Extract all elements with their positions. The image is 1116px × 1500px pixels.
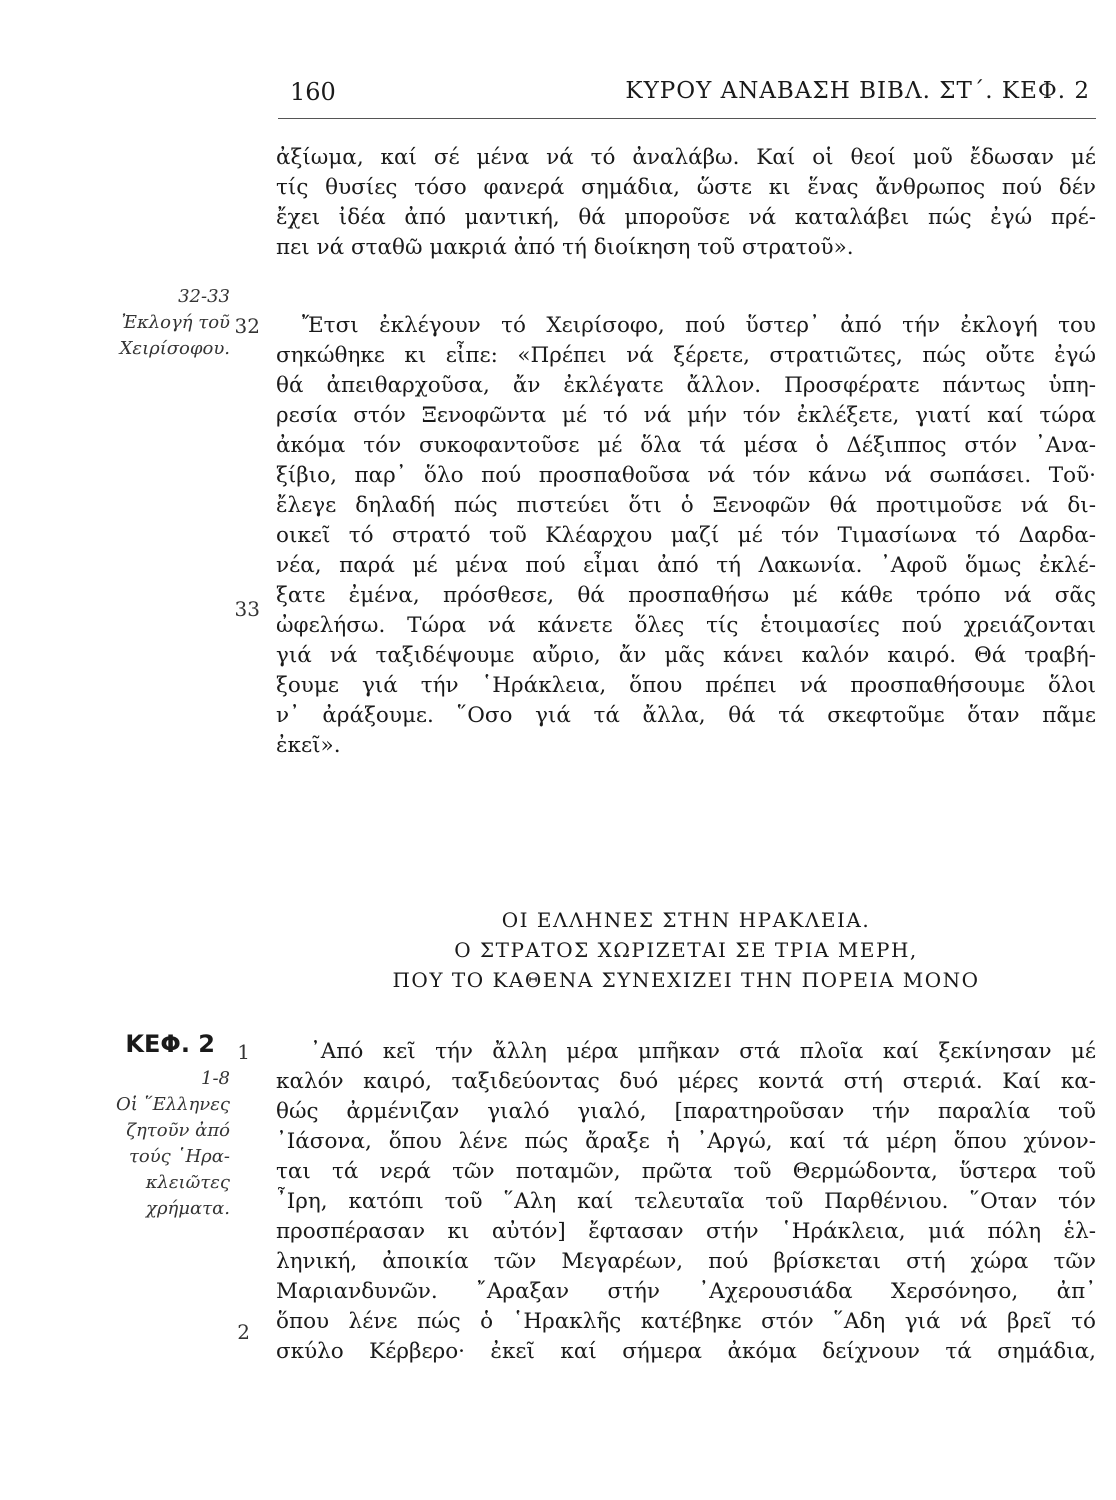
- heading-line: Ο ΣΤΡΑΤΟΣ ΧΩΡΙΖΕΤΑΙ ΣΕ ΤΡΙΑ ΜΕΡΗ,: [454, 938, 918, 962]
- text-line: ὠφελήσω. Τώρα νά κάνετε ὅλες τίς ἑτοιμασίες πού χρειάζονται: [276, 613, 1096, 638]
- section-number-33: 33: [234, 597, 260, 621]
- margin-note-line: ζητοῦν ἀπό: [126, 1120, 230, 1141]
- text-line: Μαριανδυνῶν. ῎Αραξαν στήν ᾿Αχερουσιάδα Χερσόνησο, ἀπ᾿: [276, 1279, 1096, 1304]
- text-line: ἔχει ἰδέα ἀπό μαντική, θά μποροῦσε νά καταλάβει πώς ἐγώ πρέ-: [276, 205, 1096, 230]
- text-line: προσπέρασαν κι αὐτόν] ἔφτασαν στήν ῾Ηράκλεια, μιά πόλη ἑλ-: [276, 1219, 1096, 1244]
- margin-title-line: Χειρίσοφου.: [119, 338, 230, 359]
- text-line: ὅπου λένε πώς ὁ ῾Ηρακλῆς κατέβηκε στόν ῞Αδη γιά νά βρεῖ τό: [276, 1309, 1096, 1334]
- text-line: θώς ἀρμένιζαν γιαλό γιαλό, [παρατηροῦσαν τήν παραλία τοῦ: [276, 1099, 1096, 1124]
- text-line: πει νά σταθῶ μακριά ἀπό τή διοίκηση τοῦ στρατοῦ».: [276, 235, 854, 260]
- text-line: ξατε ἐμένα, πρόσθεσε, θά προσπαθήσω μέ κάθε τρόπο νά σᾶς: [276, 583, 1096, 608]
- header-rule: [278, 118, 1096, 119]
- chapter-label: ΚΕΦ. 2: [125, 1030, 215, 1058]
- heading-line: ΠΟΥ ΤΟ ΚΑΘΕΝΑ ΣΥΝΕΧΙΖΕΙ ΤΗΝ ΠΟΡΕΙΑ ΜΟΝΟ: [392, 968, 980, 992]
- text-line: σκύλο Κέρβερο· ἐκεῖ καί σήμερα ἀκόμα δείχνουν τά σημάδια,: [276, 1339, 1096, 1364]
- paragraph-continuation: [276, 143, 1096, 263]
- text-line: γιά νά ταξιδέψουμε αὔριο, ἄν μᾶς κάνει καλόν καιρό. Θά τραβή-: [276, 643, 1096, 668]
- margin-note-chapter: [60, 1066, 230, 1222]
- text-line: ᾿Από κεῖ τήν ἄλλη μέρα μπῆκαν στά πλοῖα καί ξεκίνησαν μέ: [310, 1039, 1096, 1064]
- section-number-32: 32: [234, 314, 260, 338]
- text-line: ῏Ιρη, κατόπι τοῦ ῞Αλη καί τελευταῖα τοῦ Παρθένιου. ῞Οταν τόν: [276, 1189, 1096, 1214]
- running-head: ΚΥΡΟΥ ΑΝΑΒΑΣΗ ΒΙΒΛ. ΣΤ΄. ΚΕΦ. 2: [625, 78, 1090, 104]
- section-number-2: 2: [237, 1320, 250, 1344]
- paragraph-heraclea: [276, 1037, 1096, 1367]
- text-line: ρεσία στόν Ξενοφῶντα μέ τό νά μήν τόν ἐκλέξετε, γιατί καί τώρα: [276, 403, 1096, 428]
- margin-note-line: κλειῶτες: [145, 1172, 230, 1193]
- text-line: ἐκεῖ».: [276, 733, 341, 758]
- text-line: τίς θυσίες τόσο φανερά σημάδια, ὥστε κι ἕνας ἄνθρωπος πού δέν: [276, 175, 1096, 200]
- text-line: ληνική, ἀποικία τῶν Μεγαρέων, πού βρίσκεται στή χώρα τῶν: [276, 1249, 1096, 1274]
- text-line: καλόν καιρό, ταξιδεύοντας δυό μέρες κοντά στή στεριά. Καί κα-: [276, 1069, 1096, 1094]
- margin-range: 32-33: [178, 286, 230, 307]
- text-line: ἀξίωμα, καί σέ μένα νά τό ἀναλάβω. Καί οἱ θεοί μοῦ ἔδωσαν μέ: [276, 145, 1096, 170]
- text-line: σηκώθηκε κι εἶπε: «Πρέπει νά ξέρετε, στρατιῶτες, πώς οὔτε ἐγώ: [276, 343, 1096, 368]
- text-line: ν᾿ ἀράξουμε. ῞Οσο γιά τά ἄλλα, θά τά σκεφτοῦμε ὅταν πᾶμε: [276, 703, 1096, 728]
- text-line: ᾿Ιάσονα, ὅπου λένε πώς ἄραξε ἡ ᾿Αργώ, καί τά μέρη ὅπου χύνον-: [276, 1129, 1096, 1154]
- margin-note-line: τούς ῾Ηρα-: [128, 1146, 230, 1167]
- margin-title-line: Ἐκλογή τοῦ: [121, 312, 230, 333]
- text-line: νέα, παρά μέ μένα πού εἶμαι ἀπό τή Λακωνία. ᾿Αφοῦ ὅμως ἐκλέ-: [276, 553, 1096, 578]
- paragraph-chirisophus: [276, 311, 1096, 761]
- text-line: ξουμε γιά τήν ῾Ηράκλεια, ὅπου πρέπει νά προσπαθήσουμε ὅλοι: [276, 673, 1096, 698]
- text-line: οικεῖ τό στρατό τοῦ Κλέαρχου μαζί μέ τόν Τιμασίωνα τό Δαρδα-: [276, 523, 1096, 548]
- section-heading: [276, 905, 1096, 995]
- margin-note-line: Οἱ ῞Ελληνες: [116, 1094, 230, 1115]
- margin-note-election: [60, 284, 230, 362]
- text-line: Ἔτσι ἐκλέγουν τό Χειρίσοφο, πού ὕστερ᾿ ἀπό τήν ἐκλογή του: [302, 313, 1096, 338]
- margin-range: 1-8: [201, 1068, 230, 1089]
- text-line: ἀκόμα τόν συκοφαντοῦσε μέ ὅλα τά μέσα ὁ Δέξιππος στόν ᾿Ανα-: [276, 433, 1096, 458]
- page-header: [290, 78, 1090, 112]
- text-line: ξίβιο, παρ᾿ ὅλο πού προσπαθοῦσα νά τόν κάνω νά σωπάσει. Τοῦ·: [276, 463, 1096, 488]
- margin-note-line: χρήματα.: [146, 1198, 230, 1219]
- section-number-1: 1: [237, 1040, 250, 1064]
- text-line: ἔλεγε δηλαδή πώς πιστεύει ὅτι ὁ Ξενοφῶν θά προτιμοῦσε νά δι-: [276, 493, 1096, 518]
- heading-line: ΟΙ ΕΛΛΗΝΕΣ ΣΤΗΝ ΗΡΑΚΛΕΙΑ.: [501, 908, 871, 932]
- text-line: θά ἀπειθαρχοῦσα, ἄν ἐκλέγατε ἄλλον. Προσφέρατε πάντως ὑπη-: [276, 373, 1096, 398]
- page-number: 160: [290, 78, 336, 106]
- text-line: ται τά νερά τῶν ποταμῶν, πρῶτα τοῦ Θερμώδοντα, ὕστερα τοῦ: [276, 1159, 1096, 1184]
